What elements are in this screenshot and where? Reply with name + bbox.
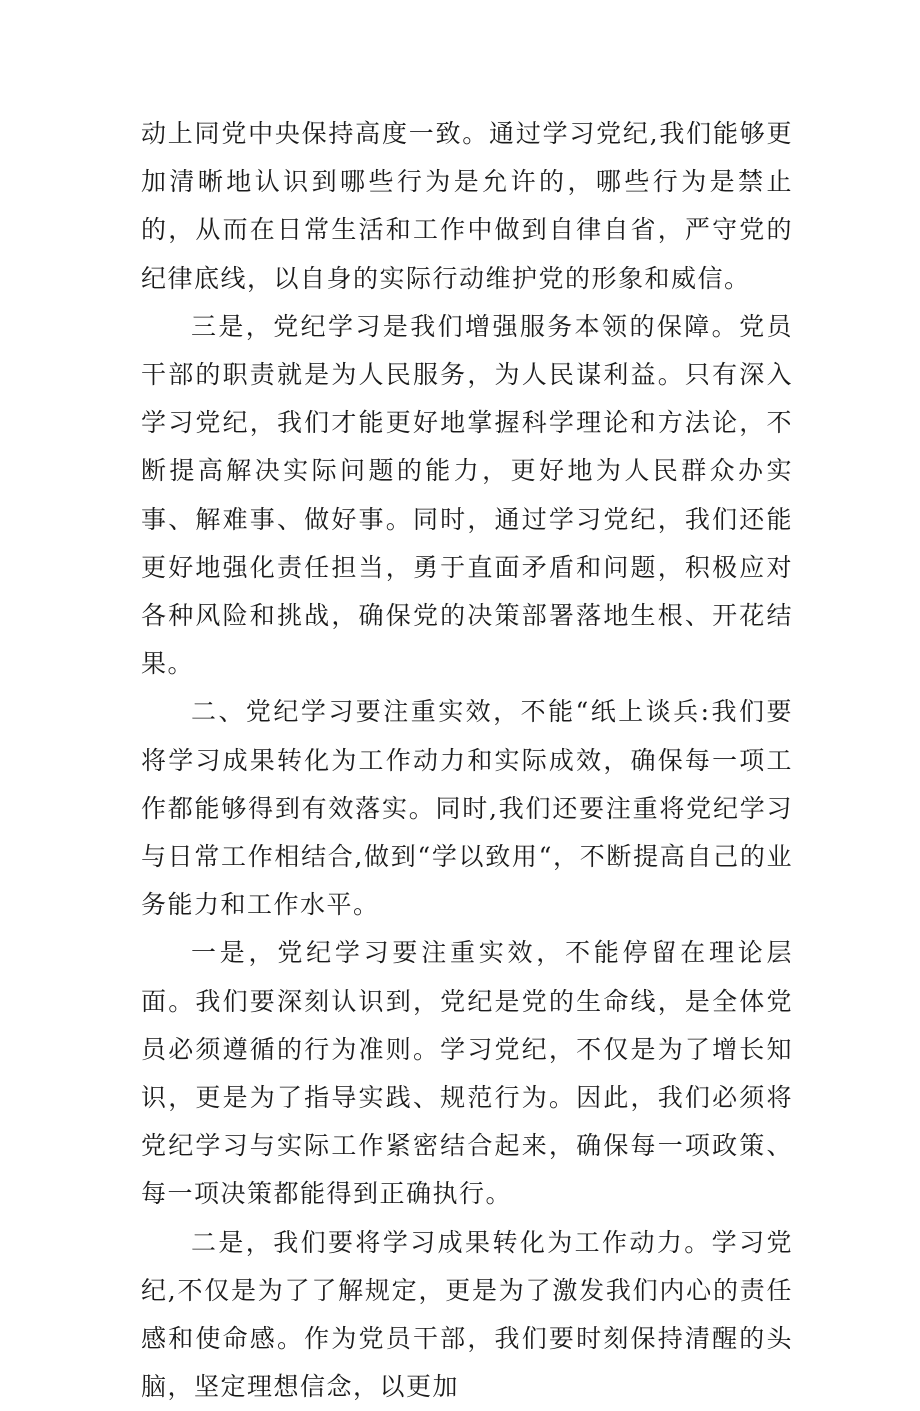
paragraph-point-one: 一是，党纪学习要注重实效，不能停留在理论层面。我们要深刻认识到，党纪是党的生命线，是全体党员必须遵循的行为准则。学习党纪，不仅是为了增长知识，更是为了指导实践、规范行为。因此，我们必须将党纪学习与实际工作紧密结合起来，确保每一项政策、每一项决策都能得到正确执行。: [141, 938, 793, 1209]
paragraph-section-two: 二、党纪学习要注重实效，不能“纸上谈兵:我们要将学习成果转化为工作动力和实际成效，确保每一项工作都能够得到有效落实。同时,我们还要注重将党纪学习与日常工作相结合,做到“学以致用“，不断提高自己的业务能力和工作水平。: [141, 697, 793, 920]
paragraph-point-two: 二是，我们要将学习成果转化为工作动力。学习党纪,不仅是为了了解规定，更是为了激发我们内心的责任感和使命感。作为党员干部，我们要时刻保持清醒的头脑，坚定理想信念，以更加: [141, 1227, 793, 1402]
document-body: [141, 110, 793, 1411]
paragraph-point-three: 三是，党纪学习是我们增强服务本领的保障。党员干部的职责就是为人民服务，为人民谋利益。只有深入学习党纪，我们才能更好地掌握科学理论和方法论，不断提高解决实际问题的能力，更好地为人民群众办实事、解难事、做好事。同时，通过学习党纪，我们还能更好地强化责任担当，勇于直面矛盾和问题，积极应对各种风险和挑战，确保党的决策部署落地生根、开花结果。: [141, 311, 793, 679]
paragraph-continued: 动上同党中央保持高度一致。通过学习党纪,我们能够更加清晰地认识到哪些行为是允许的，哪些行为是禁止的，从而在日常生活和工作中做到自律自省，严守党的纪律底线，以自身的实际行动维护党的形象和威信。: [141, 119, 793, 293]
